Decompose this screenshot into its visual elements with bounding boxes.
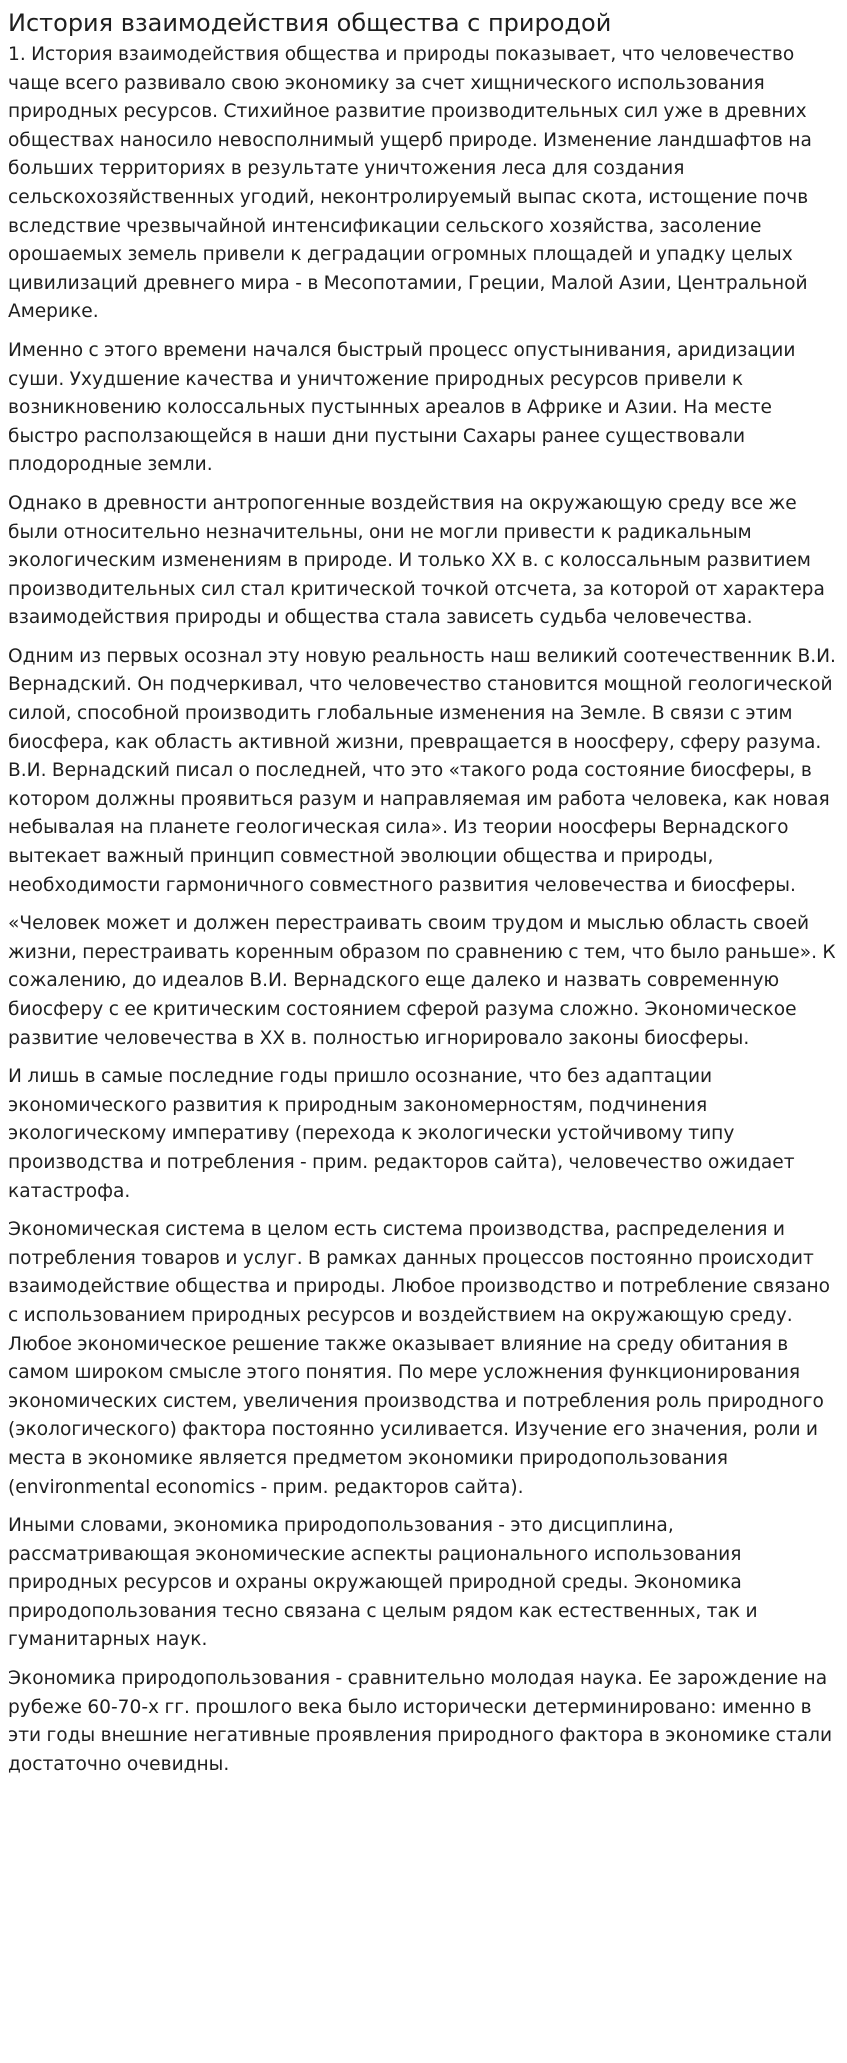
paragraph-7: Экономическая система в целом есть система производства, распределения и потребления товаров и услуг. В рамках данных процессов постоянно происходит взаимодействие общества и природы. Любое производство и потребление связано с использованием природных ресурсов и воздействием на окружающую среду. Любое экономическое решение также оказывает влияние на среду обитания в самом широком смысле этого понятия. По мере усложнения функционирования экономических систем, увеличения производства и потребления роль природного (экологического) фактора постоянно усиливается. Изучение его значения, роли и места в экономике является предметом экономики природопользования (environmental economics - прим. редакторов сайта). — [8, 1219, 831, 1498]
paragraph-3: Однако в древности антропогенные воздействия на окружающую среду все же были относительно незначительны, они не могли привести к радикальным экологическим изменениям в природе. И только XX в. с колоссальным развитием производительных сил стал критической точкой отсчета, за которой от характера взаимодействия природы и общества стала зависеть судьба человечества. — [8, 492, 825, 629]
paragraph-4: Одним из первых осознал эту новую реальность наш великий соотечественник В.И. Вернадский. Он подчеркивал, что человечество становится мощной геологической силой, способной производить глобальные изменения на Земле. В связи с этим биосфера, как область активной жизни, превращается в ноосферу, сферу разума. В.И. Вернадский писал о последней, что это «такого рода состояние биосферы, в котором должны проявиться разум и направляемая им работа человека, как новая небывалая на планете геологическая сила». Из теории ноосферы Вернадского вытекает важный принцип совместной эволюции общества и природы, необходимости гармоничного совместного развития человечества и биосферы. — [8, 645, 836, 896]
paragraph-6: И лишь в самые последние годы пришло осознание, что без адаптации экономического развития к природным закономерностям, подчинения экологическому императиву (перехода к экологически устойчивому типу производства и потребления - прим. редакторов сайта), человечество ожидает катастрофа. — [8, 1066, 795, 1202]
paragraph-2: Именно с этого времени начался быстрый процесс опустынивания, аридизации суши. Ухудшение качества и уничтожение природных ресурсов привели к возникновению колоссальных пустынных ареалов в Африке и Азии. На месте быстро расползающейся в наши дни пустыни Сахары ранее существовали плодородные земли. — [8, 339, 796, 476]
paragraph-9: Экономика природопользования - сравнительно молодая наука. Ее зарождение на рубеже 60-70-х гг. прошлого века было исторически детерминировано: именно в эти годы внешние негативные проявления природного фактора в экономике стали достаточно очевидны. — [8, 1668, 833, 1775]
article-title: История взаимодействия общества с природой — [8, 9, 612, 37]
paragraph-5: «Человек может и должен перестраивать своим трудом и мыслью область своей жизни, перестраивать коренным образом по сравнению с тем, что было раньше». К сожалению, до идеалов В.И. Вернадского еще далеко и назвать современную биосферу с ее критическим состоянием сферой разума сложно. Экономическое развитие человечества в XX в. полностью игнорировало законы биосферы. — [8, 913, 836, 1049]
paragraph-1: 1. История взаимодействия общества и природы показывает, что человечество чаще всего развивало свою экономику за счет хищнического использования природных ресурсов. Стихийное развитие производительных сил уже в древних обществах наносило невосполнимый ущерб природе. Изменение ландшафтов на больших территориях в результате уничтожения леса для создания сельскохозяйственных угодий, неконтролируемый выпас скота, истощение почв вследствие чрезвычайной интенсификации сельского хозяйства, засоление орошаемых земель привели к деградации огромных площадей и упадку целых цивилизаций древнего мира - в Месопотамии, Греции, Малой Азии, Центральной Америке. — [8, 44, 812, 323]
paragraph-8: Иными словами, экономика природопользования - это дисциплина, рассматривающая экономические аспекты рационального использования природных ресурсов и охраны окружающей природной среды. Экономика природопользования тесно связана с целым рядом как естественных, так и гуманитарных наук. — [8, 1515, 758, 1651]
